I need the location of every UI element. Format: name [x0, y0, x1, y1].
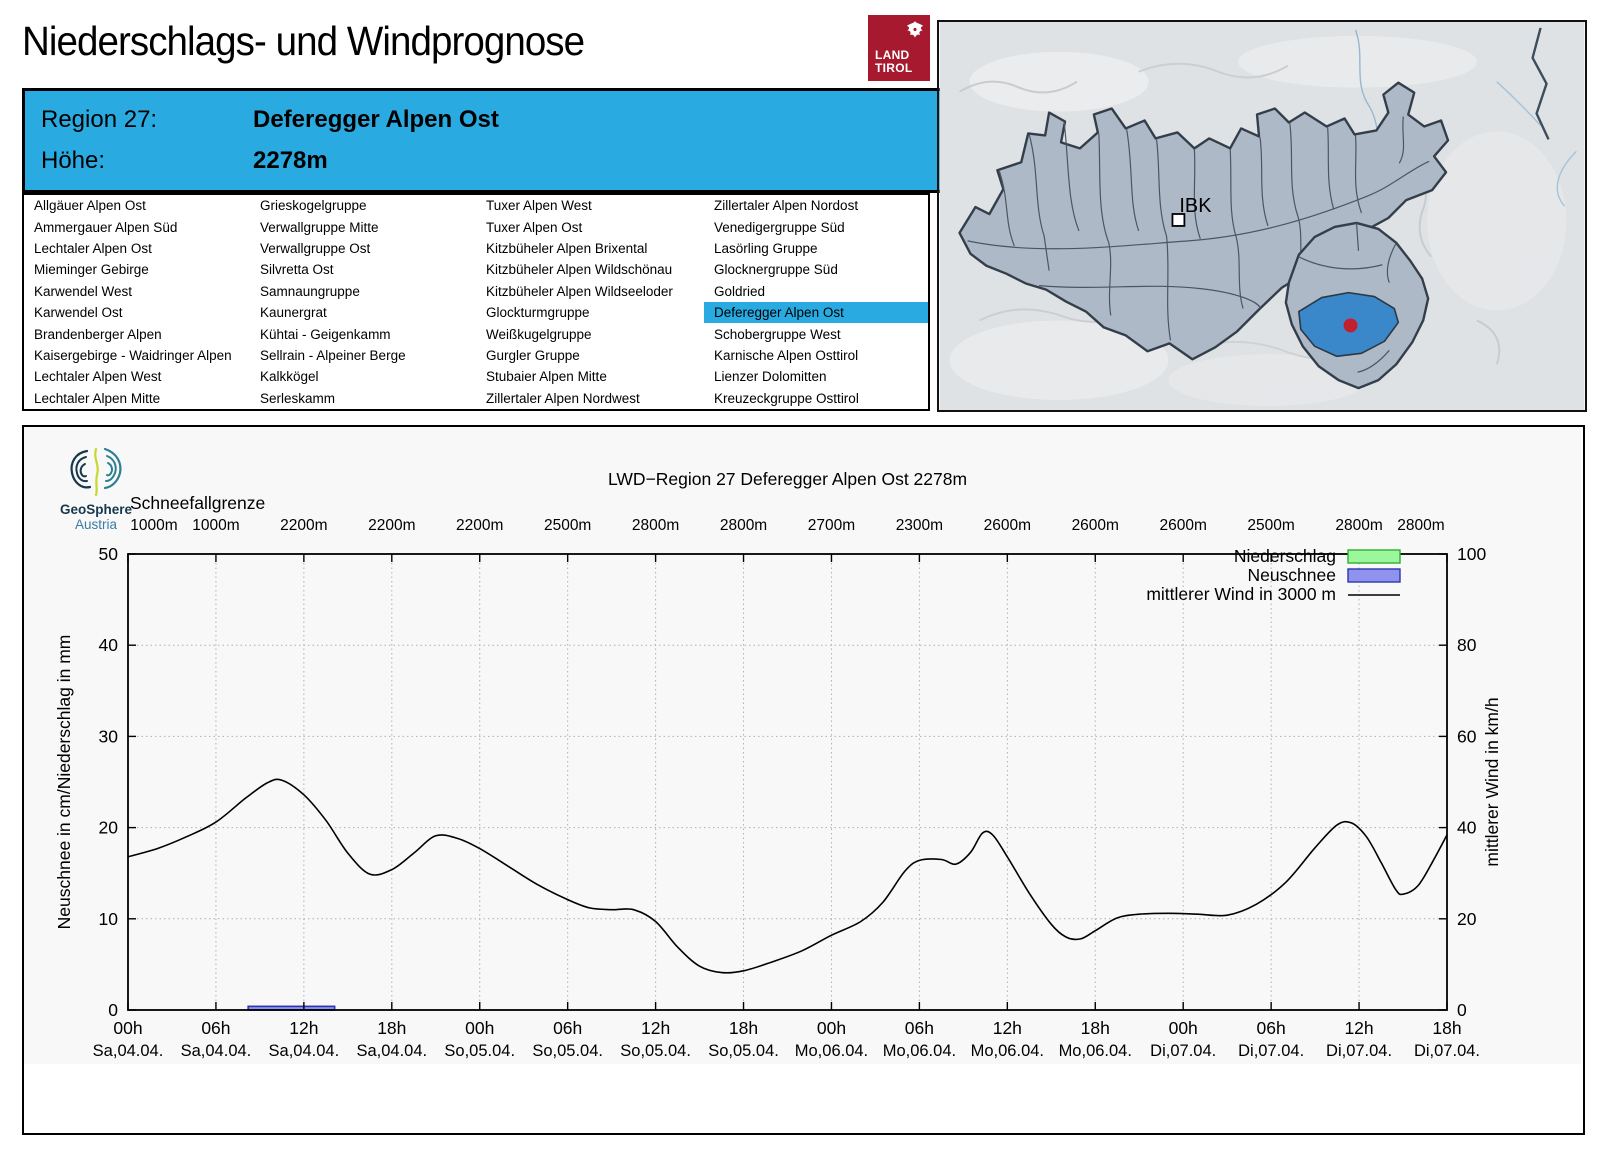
- region-item[interactable]: Kaisergebirge - Waidringer Alpen: [34, 347, 232, 363]
- snowline-value: 2600m: [983, 517, 1032, 534]
- snowline-value: 1000m: [130, 517, 178, 534]
- geosphere-country: Austria: [74, 517, 118, 532]
- x-time-label: 12h: [289, 1018, 319, 1038]
- region-item[interactable]: Silvretta Ost: [260, 262, 334, 278]
- region-item[interactable]: Goldried: [714, 283, 766, 299]
- region-item[interactable]: Karnische Alpen Osttirol: [714, 347, 859, 363]
- tirol-logo-text: LAND TIROL: [875, 48, 913, 75]
- region-item[interactable]: Mieminger Gebirge: [34, 262, 149, 278]
- right-axis-tick: 80: [1457, 635, 1477, 656]
- x-date-label: Mo,06.04.: [794, 1042, 869, 1060]
- left-axis-tick: 50: [98, 544, 118, 564]
- forecast-chart: [24, 427, 1583, 1133]
- x-date-label: Mo,06.04.: [882, 1042, 957, 1060]
- x-time-label: 18h: [377, 1018, 407, 1038]
- region-item[interactable]: Kitzbüheler Alpen Wildseeloder: [486, 283, 673, 299]
- region-item[interactable]: Weißkugelgruppe: [486, 326, 592, 342]
- region-item[interactable]: Kalkkögel: [260, 369, 319, 385]
- region-header-box: [22, 88, 944, 193]
- x-date-label: Di,07.04.: [1150, 1042, 1217, 1060]
- region-item[interactable]: Kühtai - Geigenkamm: [260, 326, 391, 342]
- geosphere-name: GeoSphere: [59, 502, 133, 517]
- x-date-label: Di,07.04.: [1326, 1042, 1393, 1060]
- snowline-value: 2500m: [1247, 517, 1295, 534]
- snowline-value: 2200m: [280, 517, 328, 534]
- region-item[interactable]: Kitzbüheler Alpen Wildschönau: [486, 262, 673, 278]
- station-marker-dot: [1344, 318, 1358, 332]
- snowline-value: 2200m: [456, 517, 504, 534]
- geosphere-logo: [50, 445, 142, 532]
- legend-label: Niederschlag: [1233, 546, 1336, 566]
- x-time-label: 06h: [201, 1018, 231, 1038]
- x-date-label: Di,07.04.: [1413, 1042, 1481, 1060]
- region-item[interactable]: Karwendel Ost: [34, 305, 123, 321]
- page-title: Niederschlags- und Windprognose: [22, 18, 585, 64]
- chart-title: LWD−Region 27 Deferegger Alpen Ost 2278m: [607, 469, 968, 489]
- geosphere-swirl-icon: [67, 445, 125, 497]
- legend-swatch: [1348, 569, 1400, 582]
- region-item[interactable]: Lechtaler Alpen Ost: [34, 241, 152, 257]
- x-date-label: Mo,06.04.: [970, 1042, 1045, 1060]
- left-axis-tick: 40: [98, 635, 118, 656]
- tirol-eagle-icon: [904, 19, 926, 43]
- x-date-label: So,05.04.: [708, 1042, 779, 1060]
- x-date-label: So,05.04.: [532, 1042, 603, 1060]
- right-axis-title: mittlerer Wind in km/h: [1482, 697, 1502, 867]
- region-item[interactable]: Tuxer Alpen Ost: [486, 219, 583, 235]
- region-item[interactable]: Kreuzeckgruppe Osttirol: [714, 390, 859, 406]
- region-item[interactable]: Glockturmgruppe: [486, 305, 590, 321]
- x-time-label: 12h: [1344, 1018, 1374, 1038]
- ibk-label: IBK: [1179, 195, 1212, 218]
- right-axis-tick: 0: [1457, 1000, 1467, 1020]
- region-item[interactable]: Tuxer Alpen West: [486, 198, 592, 214]
- x-time-label: 18h: [728, 1018, 759, 1038]
- right-axis-tick: 60: [1457, 726, 1477, 747]
- region-item[interactable]: Verwallgruppe Ost: [260, 241, 371, 257]
- altitude-value: 2278m: [253, 146, 328, 174]
- snowline-value: 2700m: [807, 517, 856, 534]
- right-axis-tick: 20: [1457, 908, 1477, 929]
- x-date-label: Di,07.04.: [1238, 1042, 1305, 1060]
- x-time-label: 00h: [113, 1018, 143, 1038]
- right-axis-tick: 40: [1457, 817, 1477, 838]
- snowline-value: 2600m: [1071, 517, 1119, 534]
- region-name-value: Deferegger Alpen Ost: [253, 105, 499, 133]
- region-item[interactable]: Stubaier Alpen Mitte: [486, 369, 607, 385]
- x-date-label: Mo,06.04.: [1058, 1042, 1132, 1060]
- snowline-value: 2300m: [895, 517, 944, 534]
- x-date-label: So,05.04.: [620, 1042, 691, 1060]
- x-date-label: So,05.04.: [444, 1042, 516, 1060]
- snowline-value: 2200m: [368, 517, 416, 534]
- region-item[interactable]: Gurgler Gruppe: [486, 347, 580, 363]
- region-item[interactable]: Serleskamm: [260, 390, 336, 406]
- snowline-value: 1000m: [192, 517, 240, 534]
- x-date-label: Sa,04.04.: [356, 1042, 428, 1060]
- snowline-value: 2600m: [1159, 517, 1207, 534]
- left-axis-tick: 30: [98, 726, 118, 747]
- x-time-label: 12h: [992, 1018, 1022, 1038]
- x-time-label: 18h: [1080, 1018, 1110, 1038]
- region-item[interactable]: Lechtaler Alpen West: [34, 369, 162, 385]
- region-item[interactable]: Schobergruppe West: [714, 326, 841, 342]
- region-item[interactable]: Kaunergrat: [260, 305, 327, 321]
- x-time-label: 06h: [553, 1018, 583, 1038]
- region-item[interactable]: Glocknergruppe Süd: [714, 262, 838, 278]
- region-item[interactable]: Venedigergruppe Süd: [714, 219, 845, 235]
- x-date-label: Sa,04.04.: [268, 1042, 340, 1060]
- region-item[interactable]: Samnaungruppe: [260, 283, 360, 299]
- region-item[interactable]: Grieskogelgruppe: [260, 198, 367, 214]
- x-time-label: 06h: [904, 1018, 935, 1038]
- tirol-region-map[interactable]: [937, 20, 1587, 412]
- legend-swatch: [1348, 550, 1400, 563]
- snowline-value: 2500m: [543, 517, 592, 534]
- region-item[interactable]: Brandenberger Alpen: [34, 326, 162, 342]
- region-item[interactable]: Kitzbüheler Alpen Brixental: [486, 241, 648, 257]
- left-axis-title: Neuschnee in cm/Niederschlag in mm: [54, 634, 74, 930]
- x-date-label: Sa,04.04.: [180, 1042, 252, 1060]
- map-canvas: [939, 22, 1585, 410]
- x-date-label: Sa,04.04.: [92, 1042, 164, 1060]
- region-item[interactable]: Karwendel West: [34, 283, 133, 299]
- legend-label: mittlerer Wind in 3000 m: [1146, 584, 1336, 604]
- x-time-label: 00h: [816, 1018, 847, 1038]
- region-item[interactable]: Lienzer Dolomitten: [714, 369, 827, 385]
- snowline-value: 2800m: [631, 517, 680, 534]
- region-item[interactable]: Zillertaler Alpen Nordwest: [486, 390, 640, 406]
- land-tirol-logo: [868, 15, 930, 81]
- region-item[interactable]: Verwallgruppe Mitte: [260, 219, 379, 235]
- region-item[interactable]: Lechtaler Alpen Mitte: [34, 390, 161, 406]
- x-time-label: 06h: [1256, 1018, 1286, 1038]
- altitude-label: Höhe:: [41, 146, 106, 174]
- snowline-value: 2800m: [719, 517, 768, 534]
- region-item[interactable]: Sellrain - Alpeiner Berge: [260, 347, 406, 363]
- x-time-label: 18h: [1432, 1018, 1462, 1038]
- left-axis-tick: 0: [108, 1000, 118, 1020]
- legend-label: Neuschnee: [1247, 565, 1336, 585]
- snowline-value: 2800m: [1335, 517, 1383, 534]
- region-item[interactable]: Lasörling Gruppe: [714, 241, 818, 257]
- region-item[interactable]: Ammergauer Alpen Süd: [34, 219, 178, 235]
- left-axis-tick: 10: [98, 908, 118, 929]
- x-time-label: 12h: [640, 1018, 671, 1038]
- x-time-label: 00h: [1168, 1018, 1198, 1038]
- snowline-value: 2800m: [1397, 517, 1445, 534]
- left-axis-tick: 20: [98, 817, 118, 838]
- right-axis-tick: 100: [1457, 544, 1487, 564]
- x-time-label: 00h: [465, 1018, 495, 1038]
- region-number-label: Region 27:: [41, 105, 158, 133]
- region-item[interactable]: Deferegger Alpen Ost: [704, 302, 928, 323]
- snowline-label: Schneefallgrenze: [130, 493, 266, 513]
- region-selector-list: [22, 193, 930, 411]
- region-item[interactable]: Zillertaler Alpen Nordost: [714, 198, 859, 214]
- forecast-chart-panel: [22, 425, 1585, 1135]
- region-item[interactable]: Allgäuer Alpen Ost: [34, 198, 146, 214]
